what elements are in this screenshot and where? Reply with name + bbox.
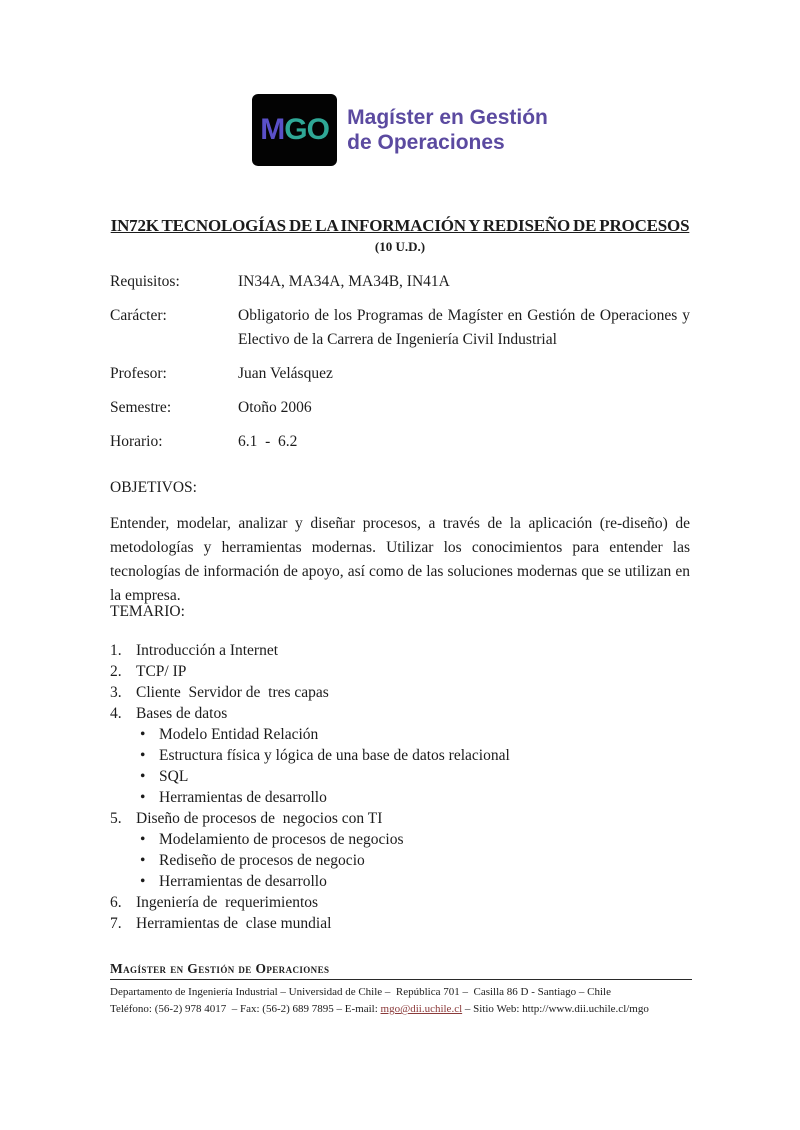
- logo-letters-go: GO: [284, 113, 329, 146]
- mgo-logo: [0, 94, 800, 166]
- temario-item-3: [110, 682, 690, 703]
- info-value: 6.1 - 6.2: [238, 433, 298, 450]
- temario-item-4: [110, 703, 690, 724]
- item-number: 6.: [110, 894, 122, 911]
- subitem-text: SQL: [159, 768, 189, 785]
- item-text: Introducción a Internet: [136, 642, 279, 659]
- bullet-marker: •: [140, 747, 146, 764]
- subitem-text: Estructura física y lógica de una base de datos relacional: [159, 747, 510, 764]
- temario-item-4-sub-2: [110, 745, 690, 766]
- objetivos-section: [110, 476, 690, 608]
- info-label: Profesor:: [110, 365, 167, 382]
- info-label: Semestre:: [110, 399, 172, 416]
- bullet-marker: •: [140, 789, 146, 806]
- temario-item-4-sub-4: [110, 787, 690, 808]
- subitem-text: Rediseño de procesos de negocio: [159, 852, 365, 869]
- page-footer: [110, 961, 692, 1018]
- item-text: Bases de datos: [136, 705, 228, 722]
- footer-heading: Magíster en Gestión de Operaciones: [110, 961, 692, 980]
- info-label: Requisitos:: [110, 273, 180, 290]
- email-link[interactable]: mgo@dii.uchile.cl: [380, 1003, 463, 1015]
- temario-item-5: [110, 808, 690, 829]
- temario-item-1: [110, 640, 690, 661]
- subitem-text: Herramientas de desarrollo: [159, 789, 327, 806]
- footer-contact-suffix: – Sitio Web: http://www.dii.uchile.cl/mgo: [462, 1003, 649, 1015]
- logo-wordmark-line1: Magíster en Gestión: [347, 106, 548, 129]
- info-row-semestre: [110, 396, 690, 420]
- footer-contact-prefix: Teléfono: (56-2) 978 4017 – Fax: (56-2) 689 7895 – E-mail:: [110, 1003, 381, 1015]
- info-label: Horario:: [110, 433, 163, 450]
- bullet-marker: •: [140, 726, 146, 743]
- course-credits: (10 U.D.): [374, 239, 426, 254]
- course-info: [110, 270, 690, 464]
- mgo-logo-box: [252, 94, 337, 166]
- logo-wordmark: [347, 105, 548, 155]
- footer-contact-line: [110, 1001, 692, 1018]
- item-number: 7.: [110, 915, 122, 932]
- item-number: 3.: [110, 684, 122, 701]
- objetivos-paragraph: Entender, modelar, analizar y diseñar procesos, a través de la aplicación (re-diseño) de metodologías y herramientas modernas. Utilizar los conocimientos para entender las tecnologías de información de apoyo, así como de las soluciones modernas que se utilizan en la empresa.: [110, 515, 690, 604]
- temario-heading: TEMARIO:: [110, 603, 185, 620]
- item-text: Cliente Servidor de tres capas: [136, 684, 329, 701]
- item-number: 1.: [110, 642, 122, 659]
- info-row-caracter: [110, 304, 690, 352]
- course-title: IN72K TECNOLOGÍAS DE LA INFORMACIÓN Y REDISEÑO DE PROCESOS: [110, 216, 690, 235]
- subitem-text: Herramientas de desarrollo: [159, 873, 327, 890]
- info-value: Obligatorio de los Programas de Magíster en Gestión de Operaciones y Electivo de la Carrera de Ingeniería Civil Industrial: [238, 307, 690, 348]
- subitem-text: Modelo Entidad Relación: [159, 726, 319, 743]
- bullet-marker: •: [140, 852, 146, 869]
- temario-item-2: [110, 661, 690, 682]
- bullet-marker: •: [140, 768, 146, 785]
- item-text: TCP/ IP: [136, 663, 187, 680]
- temario-item-6: [110, 892, 690, 913]
- info-label: Carácter:: [110, 307, 167, 324]
- item-text: Diseño de procesos de negocios con TI: [136, 810, 383, 827]
- subitem-text: Modelamiento de procesos de negocios: [159, 831, 404, 848]
- temario-item-5-sub-1: [110, 829, 690, 850]
- item-text: Herramientas de clase mundial: [136, 915, 332, 932]
- info-value: Otoño 2006: [238, 399, 312, 416]
- bullet-marker: •: [140, 873, 146, 890]
- logo-letter-m: M: [260, 113, 285, 146]
- info-value: IN34A, MA34A, MA34B, IN41A: [238, 273, 450, 290]
- temario-item-5-sub-3: [110, 871, 690, 892]
- item-number: 5.: [110, 810, 122, 827]
- item-text: Ingeniería de requerimientos: [136, 894, 319, 911]
- temario-section: [110, 600, 690, 934]
- info-row-horario: [110, 430, 690, 454]
- temario-item-4-sub-3: [110, 766, 690, 787]
- footer-address-line: Departamento de Ingeniería Industrial – Universidad de Chile – República 701 – Casilla 86 D - Santiago – Chile: [110, 986, 611, 998]
- logo-wordmark-line2: de Operaciones: [347, 131, 505, 154]
- item-number: 2.: [110, 663, 122, 680]
- temario-item-5-sub-2: [110, 850, 690, 871]
- title-block: [110, 216, 690, 255]
- item-number: 4.: [110, 705, 122, 722]
- bullet-marker: •: [140, 831, 146, 848]
- info-value: Juan Velásquez: [238, 365, 333, 382]
- temario-item-7: [110, 913, 690, 934]
- objetivos-heading: OBJETIVOS:: [110, 479, 197, 496]
- info-row-requisitos: [110, 270, 690, 294]
- info-row-profesor: [110, 362, 690, 386]
- temario-item-4-sub-1: [110, 724, 690, 745]
